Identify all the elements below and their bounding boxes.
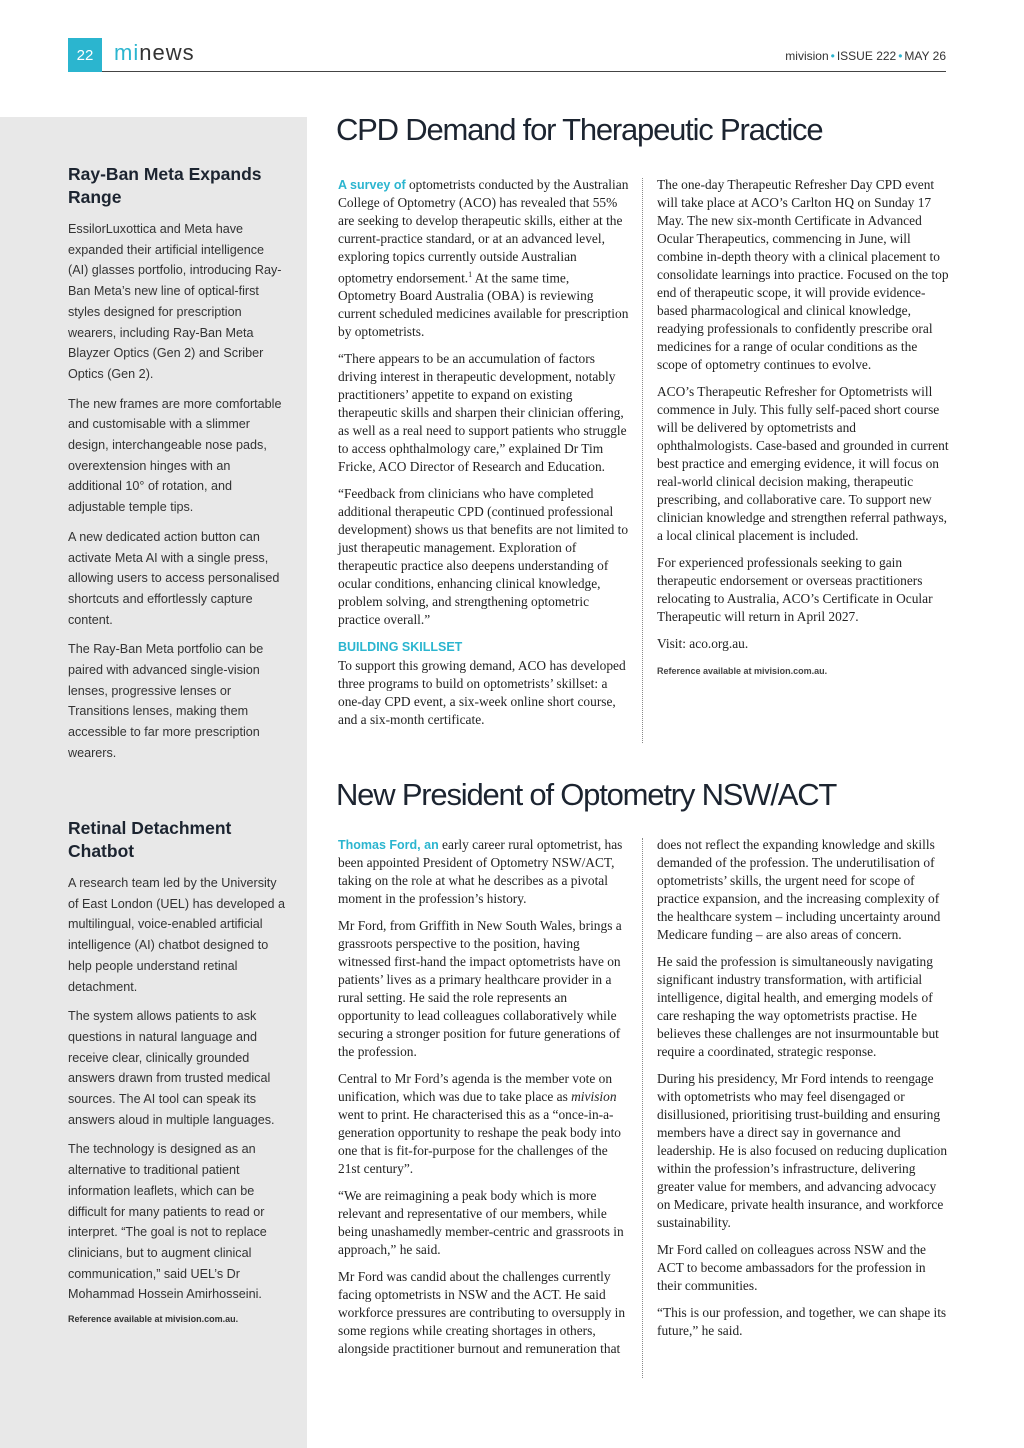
cpd-paragraph: ACO’s Therapeutic Refresher for Optometrists will commence in July. This fully self-paced short course will be delivered by optometrists and ophthalmologists. Case-based and grounded in current best practice and emerging evidence, it will focus on real-world clinical decision making, therapeutic prescribing, and collaborative care. To support new clinician knowledge and strengthen referral pathways, a local clinical placement is included.: [657, 384, 949, 543]
publication-italic: mivision: [571, 1089, 617, 1104]
sidebar-paragraph: The system allows patients to ask questions in natural language and receive clear, clinically grounded answers drawn from trusted medical sources. The AI tool can speak its answers aloud in multiple languages.: [68, 1009, 275, 1127]
cpd-headline: CPD Demand for Therapeutic Practice: [336, 112, 823, 147]
cpd-lead: A survey of: [338, 178, 406, 192]
sidebar-paragraph: The technology is designed as an alternative to traditional patient information leaflets, which can be difficult for many patients to read or interpret. “The goal is not to replace clinicians, but to augment clinical communication,” said UEL’s Dr Mohammad Hossein Amirhosseini.: [68, 1142, 267, 1302]
president-lead: Thomas Ford, an: [338, 838, 439, 852]
president-paragraph: During his presidency, Mr Ford intends to reengage with optometrists who may feel disengaged or disillusioned, prioritising trust-building and ensuring members have a direct say in governance and leadership. He is also focused on reducing duplication within the profession’s infrastructure, delivering greater value for members, and advancing advocacy on Medicare, private health insurance, and workforce sustainability.: [657, 1071, 948, 1230]
issue-info: [785, 49, 946, 63]
sidebar: [0, 117, 307, 1448]
president-text: early career rural optometrist, has been appointed President of Optometry NSW/ACT, taking on the role at what he describes as a pivotal moment in the profession’s history.: [338, 837, 623, 906]
sidebar-article-title: Ray-Ban Meta Expands Range: [68, 164, 262, 207]
separator-dot: •: [830, 49, 835, 63]
publication-name: mivision: [785, 49, 829, 63]
cpd-text: optometrists conducted by the Australian College of Optometry (ACO) has revealed that 55% are seeking to develop therapeutic skills, either at the current-practice standard, or at an advanced level, exploring topics currently outside Australian optometry endorsement.: [338, 177, 629, 286]
column-divider: [642, 178, 643, 743]
sidebar-reference: Reference available at mivision.com.au.: [68, 1314, 239, 1325]
sidebar-paragraph: The Ray-Ban Meta portfolio can be paired with advanced single-vision lenses, progressive lenses or Transitions lenses, making them accessible to far more prescription wearers.: [68, 642, 264, 760]
sidebar-paragraph: The new frames are more comfortable and customisable with a slimmer design, interchangeable nose pads, overextension hinges with an additional 10° of rotation, and adjustable temple tips.: [68, 396, 282, 515]
president-left-column: [338, 836, 630, 1367]
sidebar-paragraph: A research team led by the University of East London (UEL) has developed a multilingual, voice-enabled artificial intelligence (AI) chatbot designed to help people understand retinal detachment.: [68, 876, 286, 994]
president-paragraph: [338, 836, 630, 908]
sidebar-article-rayban: [68, 163, 286, 773]
column-divider: [642, 838, 643, 1378]
president-text: went to print. He characterised this as a “once-in-a-generation opportunity to reshape the peak body into one that is fit-for-purpose for the challenges of the 21st century”.: [338, 1107, 621, 1176]
president-paragraph: He said the profession is simultaneously navigating significant industry transformation, with artificial intelligence, digital health, and emerging models of care reshaping the way optometrists practise. He believes these challenges are not insurmountable but require a coordinated, strategic response.: [657, 954, 939, 1059]
president-paragraph: “This is our profession, and together, we can shape its future,” he said.: [657, 1305, 947, 1338]
president-right-column: [657, 836, 949, 1349]
brand-news: news: [139, 40, 195, 65]
cpd-paragraph: The one-day Therapeutic Refresher Day CPD event will take place at ACO’s Carlton HQ on Sunday 17 May. The new six-month Certificate in Advanced Ocular Therapeutics, commencing in June, will combine in-depth theory with a clinical placement to consolidate learnings into practice. Focused on the top end of therapeutic scope, it will provide evidence-based pharmacological and clinical knowledge, readying professionals to confidently prescribe oral medicines for a range of ocular conditions as the scope of optometry continues to evolve.: [657, 177, 949, 372]
president-headline: New President of Optometry NSW/ACT: [336, 777, 837, 812]
president-paragraph: Mr Ford called on colleagues across NSW and the ACT to become ambassadors for the profession in their communities.: [657, 1242, 926, 1293]
cpd-paragraph: To support this growing demand, ACO has developed three programs to build on optometrists’ skillset: a one-day CPD event, a six-week online short course, and a six-month certificate.: [338, 658, 626, 728]
header-rule: [102, 71, 946, 72]
page-number: 22: [68, 38, 102, 72]
section-logo: [114, 40, 195, 66]
cpd-right-column: [657, 176, 949, 680]
president-paragraph: Mr Ford was candid about the challenges currently facing optometrists in NSW and the ACT. He said workforce pressures are contributing to oversupply in some regions while creating shortages in others, alongside practitioner burnout and remuneration that: [338, 1269, 626, 1356]
cpd-subhead: BUILDING SKILLSET: [338, 640, 463, 655]
cpd-paragraph: Visit: aco.org.au.: [657, 636, 749, 651]
footnote-marker: 1: [468, 270, 473, 279]
sidebar-paragraph: EssilorLuxottica and Meta have expanded their artificial intelligence (AI) glasses portfolio, introducing Ray-Ban Meta’s new line of optical-first styles designed for prescription wearers, including Ray-Ban Meta Blayzer Optics (Gen 2) and Scriber Optics (Gen 2).: [68, 222, 282, 381]
cpd-paragraph: “Feedback from clinicians who have completed additional therapeutic CPD (continued professional development) shows us that benefits are not limited to just therapeutic management. Exploration of therapeutic practice also deepens understanding of ocular conditions, enhancing clinical knowledge, problem solving, and strengthening optometric practice overall.”: [338, 486, 629, 628]
cpd-left-column: [338, 176, 630, 738]
cpd-reference: Reference available at mivision.com.au.: [657, 666, 828, 676]
cpd-text: At the same time, Optometry Board Australia (OBA) is reviewing current scheduled medicines available for prescription by optometrists.: [338, 270, 629, 340]
brand-mi: mi: [114, 40, 140, 65]
president-text: Central to Mr Ford’s agenda is the member vote on unification, which was due to take place as: [338, 1071, 613, 1104]
separator-dot: •: [898, 49, 903, 63]
president-paragraph: [338, 1070, 630, 1178]
sidebar-paragraph: A new dedicated action button can activate Meta AI with a single press, allowing users to access personalised shortcuts and effortlessly capture content.: [68, 529, 280, 627]
issue-number: ISSUE 222: [836, 49, 897, 63]
president-paragraph: Mr Ford, from Griffith in New South Wales, brings a grassroots perspective to the position, having witnessed first-hand the impact optometrists have on patients’ lives as a primary healthcare provider in a rural setting. He said the role represents an opportunity to lead colleagues collaboratively while securing a stronger position for future generations of the profession.: [338, 918, 622, 1059]
sidebar-article-chatbot: [68, 817, 286, 1324]
president-paragraph: does not reflect the expanding knowledge and skills demanded of the profession. The underutilisation of optometrists’ skills, the urgent need for scope of practice expansion, and the increasing complexity of the healthcare system – including uncertainty around Medicare funding – are also areas of concern.: [657, 837, 941, 942]
sidebar-article-title: Retinal Detachment Chatbot: [68, 818, 232, 861]
cpd-paragraph: “There appears to be an accumulation of factors driving interest in therapeutic development, notably practitioners’ appetite to expand on existing therapeutic skills and sharpen their clinician offering, as well as a real need to support patients who struggle to access ophthalmology care,” explained Dr Tim Fricke, ACO Director of Research and Education.: [338, 351, 627, 475]
cpd-paragraph: For experienced professionals seeking to gain therapeutic endorsement or overseas practitioners relocating to Australia, ACO’s Certificate in Ocular Therapeutic will return in April 2027.: [657, 555, 933, 624]
issue-date: MAY 26: [904, 49, 946, 63]
president-paragraph: “We are reimagining a peak body which is more relevant and representative of our members, while being unashamedly member-centric and grassroots in approach,” he said.: [338, 1188, 624, 1257]
cpd-paragraph: [338, 176, 630, 341]
